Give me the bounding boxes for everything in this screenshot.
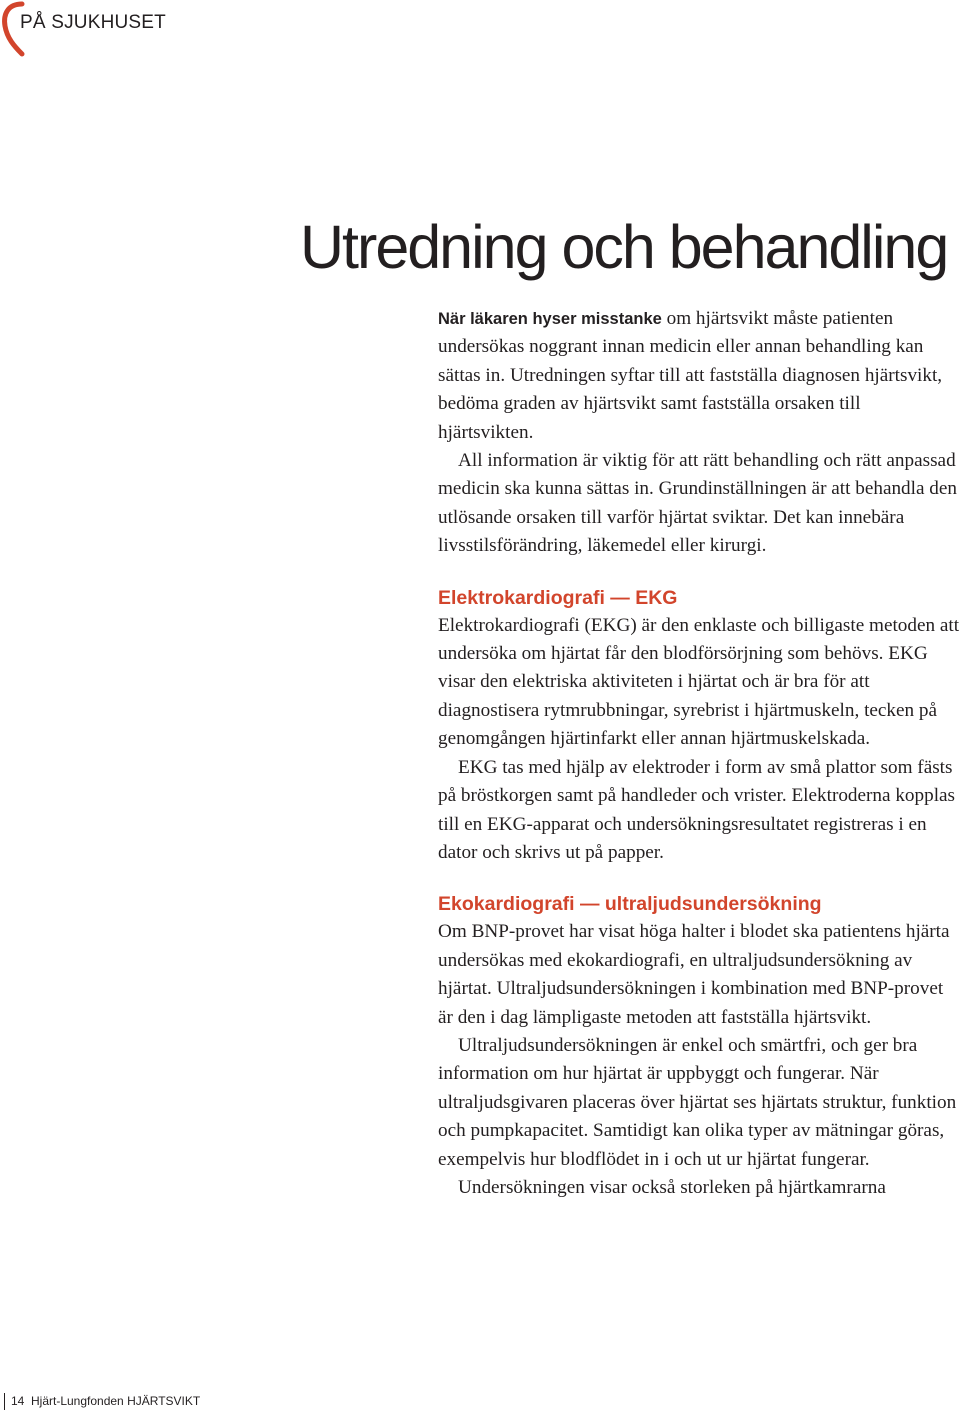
publication-name [31,1394,200,1408]
footer-rule [4,1393,5,1410]
ekg-paragraph-1: Elektrokardiografi (EKG) är den enklaste och billigaste metoden att undersöka om hjärtat får den blodförsörjning som behövs. EKG visar den elektriska aktiviteten i hjärtat och är bra för att diagnostisera rytmrubbningar, syrebrist i hjärtmuskeln, tecken på genomgången hjärtinfarkt eller annan hjärtmuskelskada. [438,614,960,750]
lead-in: När läkaren hyser misstanke [438,310,662,328]
intro-text: om hjärtsvikt måste patienten undersökas noggrant innan medicin eller annan behandling kan sättas in. Utredningen syftar till att fastställa diagnosen hjärtsvikt, bedöma graden av hjärtsvikt samt fastställa orsaken till hjärtsvikten. [438,308,943,443]
page-number: 14 [11,1394,25,1408]
section-header [0,0,200,60]
page-footer [0,1393,260,1410]
eko-heading: Ekokardiografi — ultraljudsundersökning [438,893,822,916]
intro-paragraph-2: All information är viktig för att rätt behandling och rätt anpassad medicin ska kunna sättas in. Grundinställningen är att behandla den utlösande orsaken till varför hjärtat sviktar. Det kan innebära livsstilsförändring, läkemedel eller kirurgi. [438,450,957,557]
eko-paragraph-3: Undersökningen visar också storleken på hjärtkamrarna [458,1176,886,1198]
publication-title: HJÄRTSVIKT [127,1394,201,1408]
ekg-heading: Elektrokardiografi — EKG [438,586,678,609]
eko-paragraph-1: Om BNP-provet har visat höga halter i blodet ska patientens hjärta undersökas med ekokardiografi, en ultraljudsundersökning av hjärtat. Ultraljudsundersökningen i kombination med BNP-provet är den i dag lämpligaste metoden att fastställa hjärtsvikt. [438,921,950,1028]
article-body [438,305,960,1202]
publication-org: Hjärt-Lungfonden [31,1394,124,1408]
ekg-paragraph-2: EKG tas med hjälp av elektroder i form av små plattor som fästs på bröstkorgen samt på handleder och vrister. Elektroderna kopplas till en EKG-apparat och undersökningsresultatet registreras i en dator och skrivs ut på papper. [438,756,956,863]
intro-paragraph [438,305,960,447]
page-title: Utredning och behandling [300,213,948,281]
section-label: PÅ SJUKHUSET [20,12,166,33]
eko-paragraph-2: Ultraljudsundersökningen är enkel och smärtfri, och ger bra information om hur hjärtat är uppbyggt och fungerar. När ultraljudsgivaren placeras över hjärtat ses hjärtats struktur, funktion och pumpkapacitet. Samtidigt kan olika typer av mätningar göras, exempelvis hur blodflödet in i och ut ur hjärtat fungerar. [438,1034,957,1170]
